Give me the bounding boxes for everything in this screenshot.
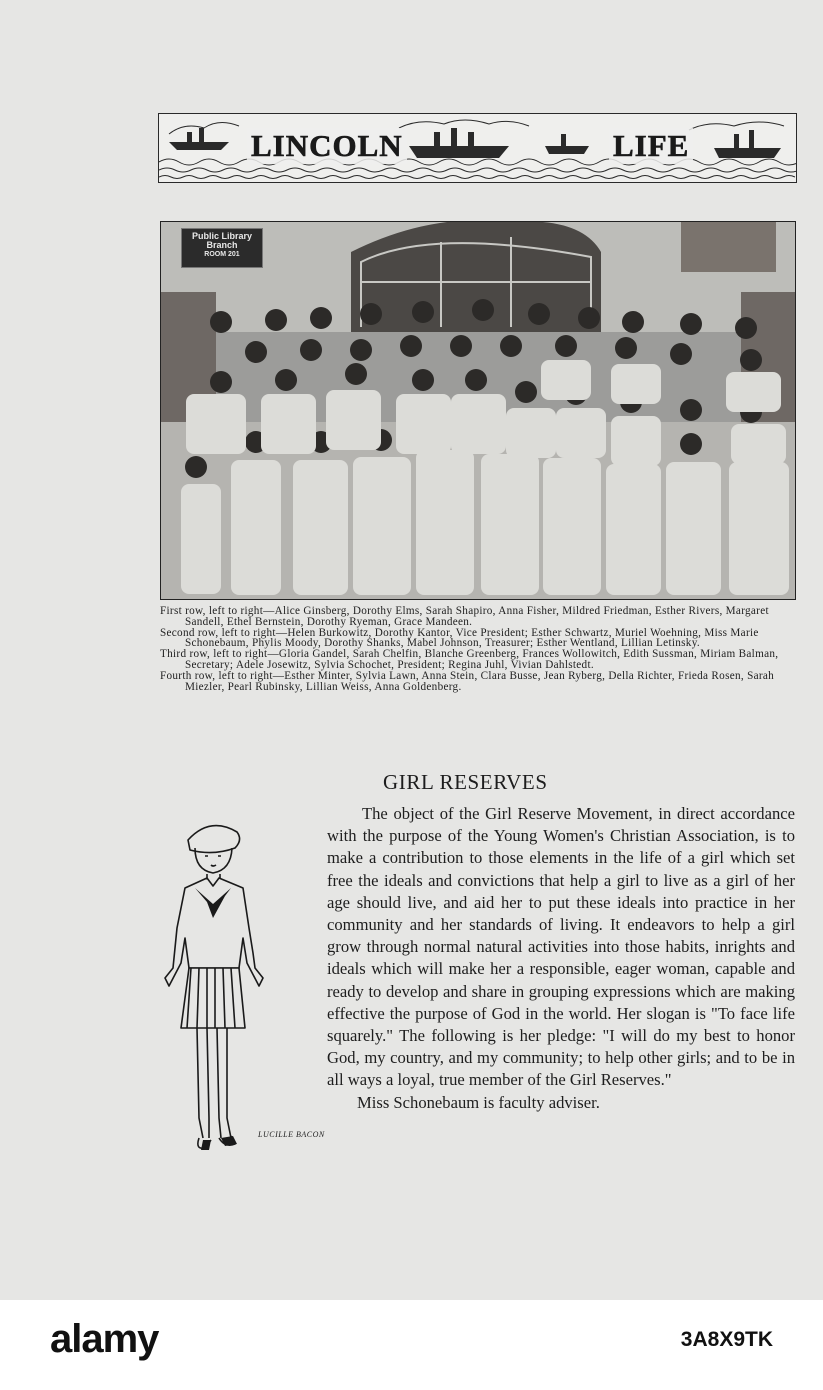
- stock-watermark-bar: [0, 1300, 823, 1390]
- article-heading: GIRL RESERVES: [383, 770, 548, 794]
- photo-caption: [160, 606, 796, 692]
- header-banner: [158, 113, 797, 183]
- group-photo: [160, 221, 796, 600]
- girl-figure-drawing: [155, 818, 320, 1158]
- adviser-line: Miss Schonebaum is faculty adviser.: [357, 1092, 600, 1112]
- caption-first-row: First row, left to right—Alice Ginsberg, Dorothy Elms, Sarah Shapiro, Anna Fisher, Mildred Friedman, Esther Rivers, Margaret Sandell, Ethel Bernstein, Dorothy Ryeman, Grace Mandeen.: [160, 605, 769, 628]
- banner-title-lincoln: LINCOLN: [247, 128, 407, 164]
- article-paragraph: The object of the Girl Reserve Movement, in direct accordance with the purpose of the Young Women's Christian Association, is to make a contribution to those elements in the life of a girl which set free the ideals and convictions that help a girl to live as a girl of her age should live, and aid her to put these ideals into practice in her community and her standards of living. It endeavors to help a girl grow through normal natural activities into those habits, inrights and ideals which will make her a responsible, eager woman, capable and ready to develop and share in grouping expressions which are making effective the purpose of God in the world. Her slogan is "To face life squarely." The following is her pledge: "I will do my best to honor God, my country, and my community; to help other girls; and to be in all ways a loyal, true member of the Girl Reserves.": [327, 804, 795, 1090]
- banner-title-life: LIFE: [609, 128, 693, 164]
- alamy-logo: alamy: [50, 1317, 159, 1361]
- library-sign: [181, 228, 263, 268]
- caption-third-row: Third row, left to right—Gloria Gandel, Sarah Chelfin, Blanche Greenberg, Frances Wollowitch, Edith Sussman, Miriam Balman, Secretary; Adele Josewitz, Sylvia Schochet, President; Regina Juhl, Vivian Dahlstedt.: [160, 648, 779, 671]
- illustrator-signature: LUCILLE BACON: [258, 1130, 325, 1139]
- sign-line-2: Branch: [206, 240, 238, 251]
- caption-second-row: Second row, left to right—Helen Burkowitz, Dorothy Kantor, Vice President; Esther Schwartz, Muriel Woehning, Miss Marie Schonebaum, Phylis Moody, Dorothy Shanks, Mabel Johnson, Treasurer; Esther Wentland, Lillian Letinsky.: [160, 626, 759, 650]
- sign-line-3: ROOM 201: [204, 250, 240, 258]
- image-id: 3A8X9TK: [680, 1328, 773, 1351]
- article-body: [327, 803, 795, 1114]
- sign-line-1: Public Library: [191, 231, 253, 241]
- girl-reserve-illustration: [155, 818, 320, 1158]
- caption-fourth-row: Fourth row, left to right—Esther Minter, Sylvia Lawn, Anna Stein, Clara Busse, Jean Ryberg, Della Richter, Frieda Rosen, Sarah Miezler, Pearl Rubinsky, Lillian Weiss, Anna Goldenberg.: [160, 669, 775, 693]
- group-photo-scene: [161, 222, 795, 599]
